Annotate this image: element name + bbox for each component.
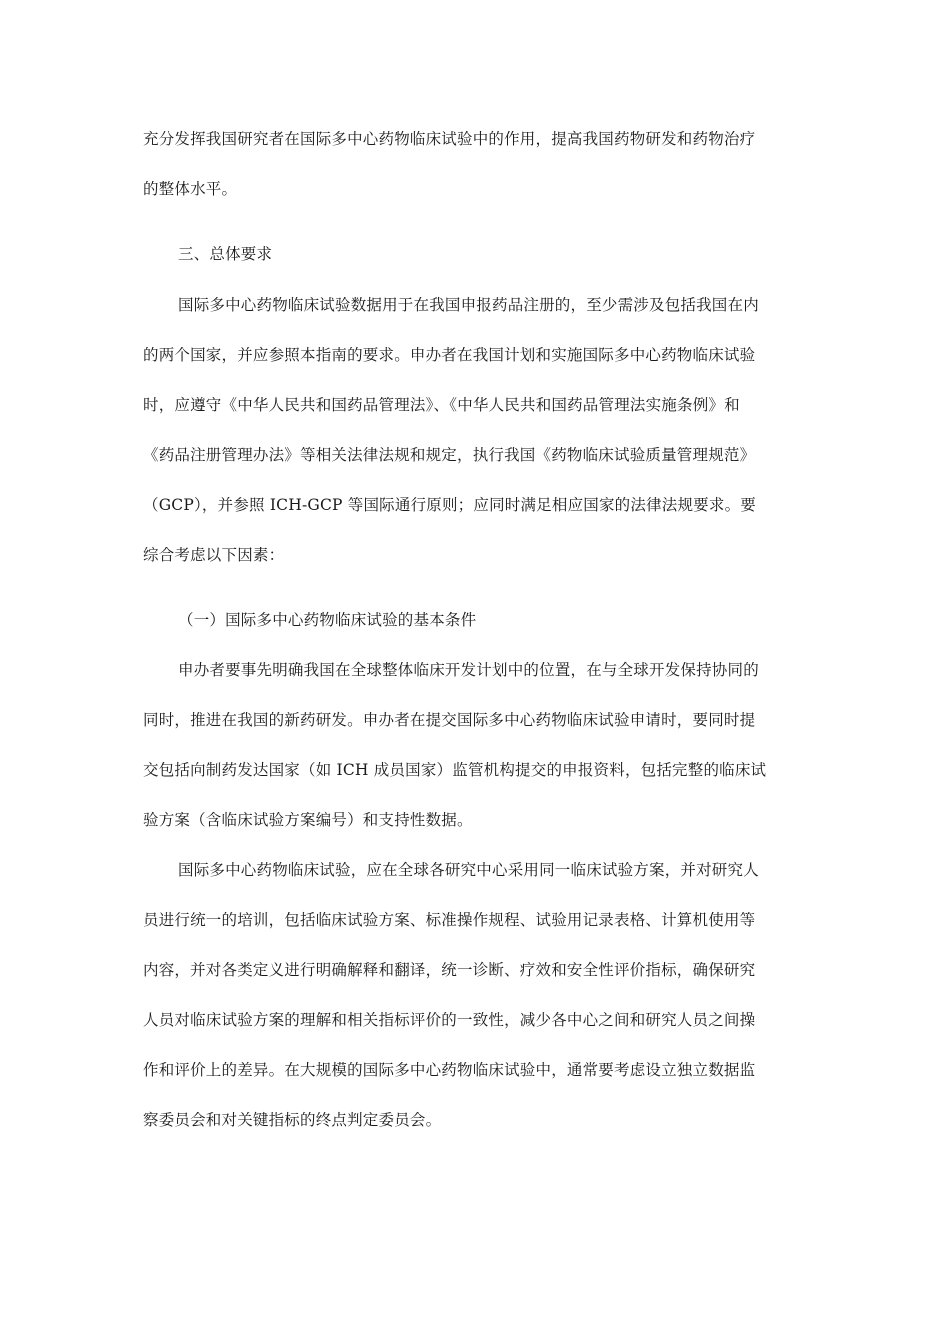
subsection-heading: （一）国际多中心药物临床试验的基本条件 bbox=[178, 611, 477, 629]
body-text-line: 员进行统一的培训，包括临床试验方案、标准操作规程、试验用记录表格、计算机使用等 bbox=[143, 911, 756, 929]
body-text-line: 《药品注册管理办法》等相关法律法规和规定，执行我国《药物临床试验质量管理规范》 bbox=[143, 446, 756, 464]
body-text-line: 的两个国家，并应参照本指南的要求。申办者在我国计划和实施国际多中心药物临床试验 bbox=[143, 346, 756, 364]
body-text-line: 验方案（含临床试验方案编号）和支持性数据。 bbox=[143, 811, 473, 829]
body-text-line: 国际多中心药物临床试验，应在全球各研究中心采用同一临床试验方案，并对研究人 bbox=[178, 861, 759, 879]
body-text-line: 交包括向制药发达国家（如 ICH 成员国家）监管机构提交的申报资料，包括完整的临床试 bbox=[143, 761, 767, 779]
body-text-line: 人员对临床试验方案的理解和相关指标评价的一致性，减少各中心之间和研究人员之间操 bbox=[143, 1011, 756, 1029]
body-text-line: （GCP），并参照 ICH-GCP 等国际通行原则；应同时满足相应国家的法律法规要求。要 bbox=[143, 496, 756, 514]
body-text-line: 充分发挥我国研究者在国际多中心药物临床试验中的作用，提高我国药物研发和药物治疗 bbox=[143, 130, 756, 148]
body-text-line: 察委员会和对关键指标的终点判定委员会。 bbox=[143, 1111, 442, 1129]
body-text-line: 综合考虑以下因素： bbox=[143, 546, 285, 564]
body-text-line: 时，应遵守《中华人民共和国药品管理法》、《中华人民共和国药品管理法实施条例》和 bbox=[143, 396, 740, 414]
body-text-line: 的整体水平。 bbox=[143, 180, 238, 198]
body-text-line: 申办者要事先明确我国在全球整体临床开发计划中的位置，在与全球开发保持协同的 bbox=[178, 661, 759, 679]
section-heading: 三、总体要求 bbox=[178, 245, 273, 263]
body-text-line: 国际多中心药物临床试验数据用于在我国申报药品注册的，至少需涉及包括我国在内 bbox=[178, 296, 759, 314]
body-text-line: 作和评价上的差异。在大规模的国际多中心药物临床试验中，通常要考虑设立独立数据监 bbox=[143, 1061, 756, 1079]
body-text-line: 内容，并对各类定义进行明确解释和翻译，统一诊断、疗效和安全性评价指标，确保研究 bbox=[143, 961, 756, 979]
body-text-line: 同时，推进在我国的新药研发。申办者在提交国际多中心药物临床试验申请时，要同时提 bbox=[143, 711, 756, 729]
